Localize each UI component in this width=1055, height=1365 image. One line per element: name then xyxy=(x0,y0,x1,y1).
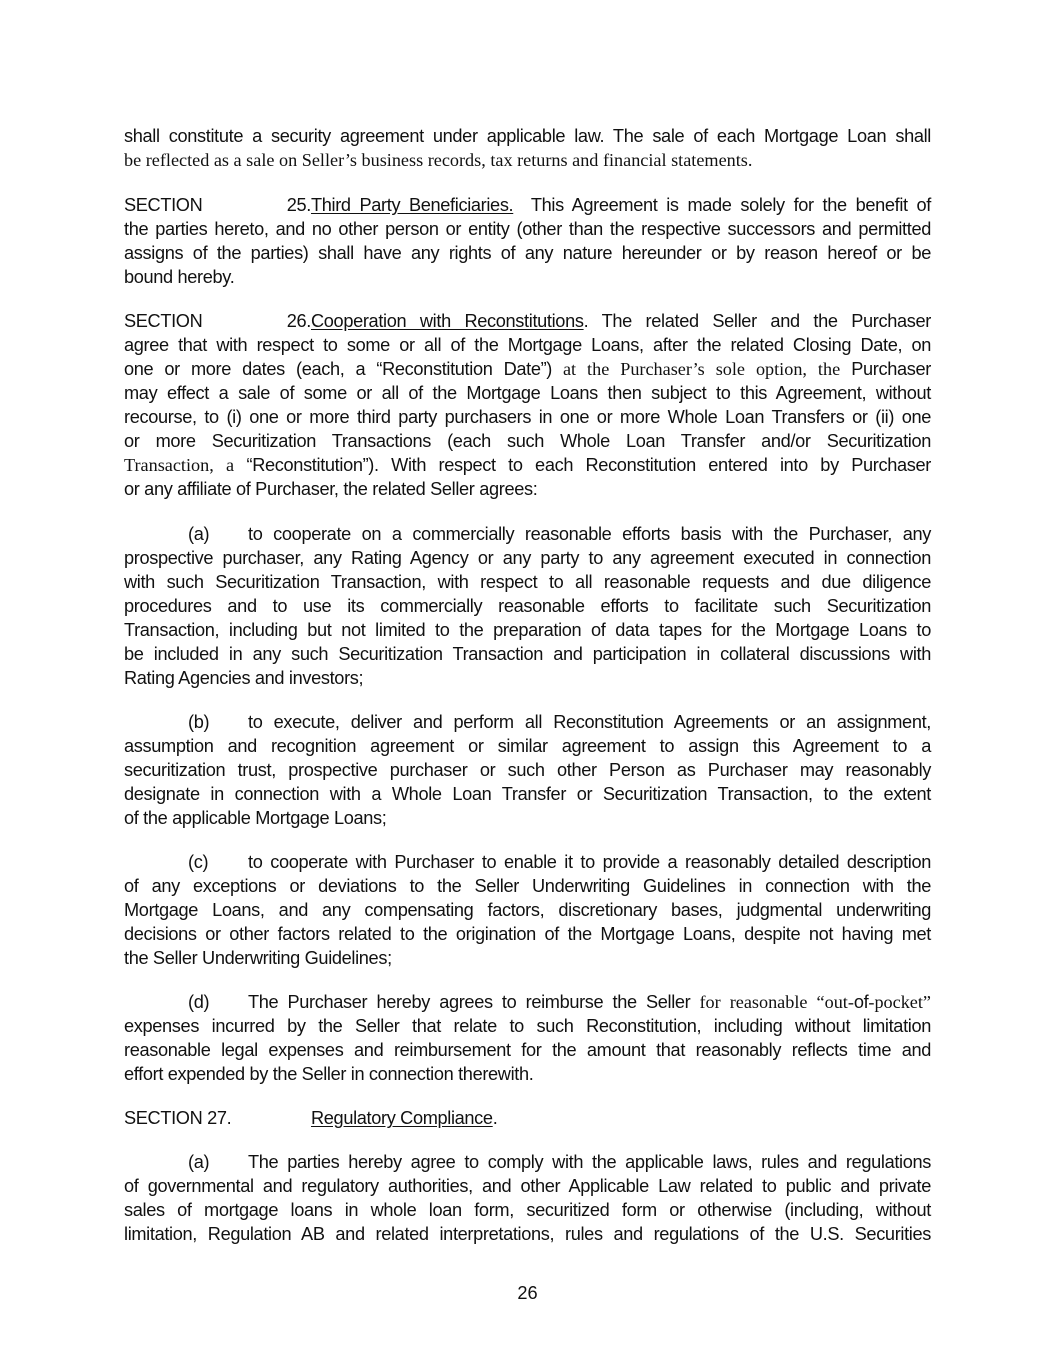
item-26b-line-5: of the applicable Mortgage Loans; xyxy=(124,808,387,828)
section-26-line-6: or more Securitization Transactions (each such Whole Loan Transfer and/or Securitization xyxy=(124,431,931,451)
section-25-line-4: bound hereby. xyxy=(124,267,235,287)
item-26d-text-b: for reasonable “out- xyxy=(690,992,854,1012)
item-26d-line-1 xyxy=(188,990,931,1014)
section-26-title: Cooperation with Reconstitutions xyxy=(311,311,584,331)
item-26d-label: (d) xyxy=(188,992,210,1012)
item-26d-line-2: expenses incurred by the Seller that relate to such Reconstitution, including without limitation xyxy=(124,1016,931,1036)
section-27-heading-line xyxy=(124,1106,931,1130)
item-26a-line-5: Transaction, including but not limited to the preparation of data tapes for the Mortgage Loans to xyxy=(124,620,931,640)
section-25-text: This Agreement is made solely for the benefit of xyxy=(530,195,932,215)
section-26-line-2: agree that with respect to some or all of the Mortgage Loans, after the related Closing Date, on xyxy=(124,335,931,355)
section-26-text: . The related Seller and the Purchaser xyxy=(583,311,932,331)
section-26-line-3-part-a: one or more dates (each, a “Reconstitution Date”) xyxy=(124,359,553,379)
item-26d-text-a: The Purchaser hereby agrees to reimburse the Seller xyxy=(248,992,691,1012)
section-26-line-8: or any affiliate of Purchaser, the related Seller agrees: xyxy=(124,479,538,499)
page-number: 26 xyxy=(517,1283,538,1303)
section-25-title: Third Party Beneficiaries. xyxy=(311,195,514,215)
item-26c-line-1 xyxy=(188,850,931,874)
item-26a-label: (a) xyxy=(188,524,210,544)
section-26-line-7-part-a: Transaction, a xyxy=(124,455,235,475)
item-26d-line-3: reasonable legal expenses and reimbursement for the amount that reasonably reflects time and xyxy=(124,1040,931,1060)
item-26a-line-6: be included in any such Securitization Transaction and participation in collateral discussions with xyxy=(124,644,931,664)
item-26c-line-5: the Seller Underwriting Guidelines; xyxy=(124,948,392,968)
item-26a-line-4: procedures and to use its commercially reasonable efforts to facilitate such Securitization xyxy=(124,596,931,616)
item-26a-line-2: prospective purchaser, any Rating Agency or any party to any agreement executed in connection xyxy=(124,548,931,568)
item-26a-line-1 xyxy=(188,522,931,546)
section-25-line-2: the parties hereto, and no other person or entity (other than the respective successors and permitted xyxy=(124,219,931,239)
section-25-number: SECTION 25. xyxy=(124,195,311,215)
item-26c-text: to cooperate with Purchaser to enable it to provide a reasonably detailed description xyxy=(248,852,931,872)
section-27-number: SECTION 27. xyxy=(124,1108,232,1128)
section-26-number: SECTION 26. xyxy=(124,311,311,331)
intro-line-2: be reflected as a sale on Seller’s business records, tax returns and financial statements. xyxy=(124,150,753,170)
item-26a-line-7: Rating Agencies and investors; xyxy=(124,668,364,688)
item-27a-text: The parties hereby agree to comply with the applicable laws, rules and regulations xyxy=(248,1152,931,1172)
item-26b-text: to execute, deliver and perform all Reconstitution Agreements or an assignment, xyxy=(248,712,931,732)
item-27a-line-2: of governmental and regulatory authorities, and other Applicable Law related to public and private xyxy=(124,1176,931,1196)
section-26-line-3-part-b: at the Purchaser’s sole option, the xyxy=(552,359,841,379)
item-26c-label: (c) xyxy=(188,852,209,872)
item-26d-text-c: of xyxy=(853,992,869,1012)
intro-line-1: shall constitute a security agreement under applicable law. The sale of each Mortgage Loan shall xyxy=(124,126,931,146)
section-26-line-4: may effect a sale of some or all of the Mortgage Loans then subject to this Agreement, without xyxy=(124,383,931,403)
item-26a-text: to cooperate on a commercially reasonable efforts basis with the Purchaser, any xyxy=(248,524,931,544)
item-26a-line-3: with such Securitization Transaction, with respect to all reasonable requests and due diligence xyxy=(124,572,931,592)
item-27a-label: (a) xyxy=(188,1152,210,1172)
item-26b-label: (b) xyxy=(188,712,210,732)
section-26-line-7-part-b: “Reconstitution”). With respect to each Reconstitution entered into by Purchaser xyxy=(234,455,931,475)
item-27a-line-4: limitation, Regulation AB and related interpretations, rules and regulations of the U.S. Securities xyxy=(124,1224,931,1244)
item-26b-line-1 xyxy=(188,710,931,734)
section-26-heading-line xyxy=(124,309,931,333)
item-27a-line-1 xyxy=(188,1150,931,1174)
item-26c-line-4: decisions or other factors related to the origination of the Mortgage Loans, despite not having met xyxy=(124,924,931,944)
section-25-heading-line xyxy=(124,193,931,217)
item-26b-line-4: designate in connection with a Whole Loan Transfer or Securitization Transaction, to the extent xyxy=(124,784,931,804)
item-26d-line-4: effort expended by the Seller in connection therewith. xyxy=(124,1064,534,1084)
item-26d-text-d: -pocket” xyxy=(868,992,931,1012)
item-26b-line-2: assumption and recognition agreement or similar agreement to assign this Agreement to a xyxy=(124,736,931,756)
section-26-line-5: recourse, to (i) one or more third party purchasers in one or more Whole Loan Transfers or (ii) one xyxy=(124,407,931,427)
item-26b-line-3: securitization trust, prospective purchaser or such other Person as Purchaser may reasonably xyxy=(124,760,931,780)
section-26-line-3 xyxy=(124,357,931,381)
section-27-title-end: . xyxy=(492,1108,498,1128)
section-26-line-7 xyxy=(124,453,931,477)
item-27a-line-3: sales of mortgage loans in whole loan form, securitized form or otherwise (including, without xyxy=(124,1200,931,1220)
section-27-title: Regulatory Compliance xyxy=(311,1108,493,1128)
section-26-line-3-part-c: Purchaser xyxy=(840,359,931,379)
item-26c-line-3: Mortgage Loans, and any compensating factors, discretionary bases, judgmental underwriting xyxy=(124,900,931,920)
section-25-line-3: assigns of the parties) shall have any rights of any nature hereunder or by reason hereof or be xyxy=(124,243,931,263)
item-26c-line-2: of any exceptions or deviations to the Seller Underwriting Guidelines in connection with the xyxy=(124,876,931,896)
